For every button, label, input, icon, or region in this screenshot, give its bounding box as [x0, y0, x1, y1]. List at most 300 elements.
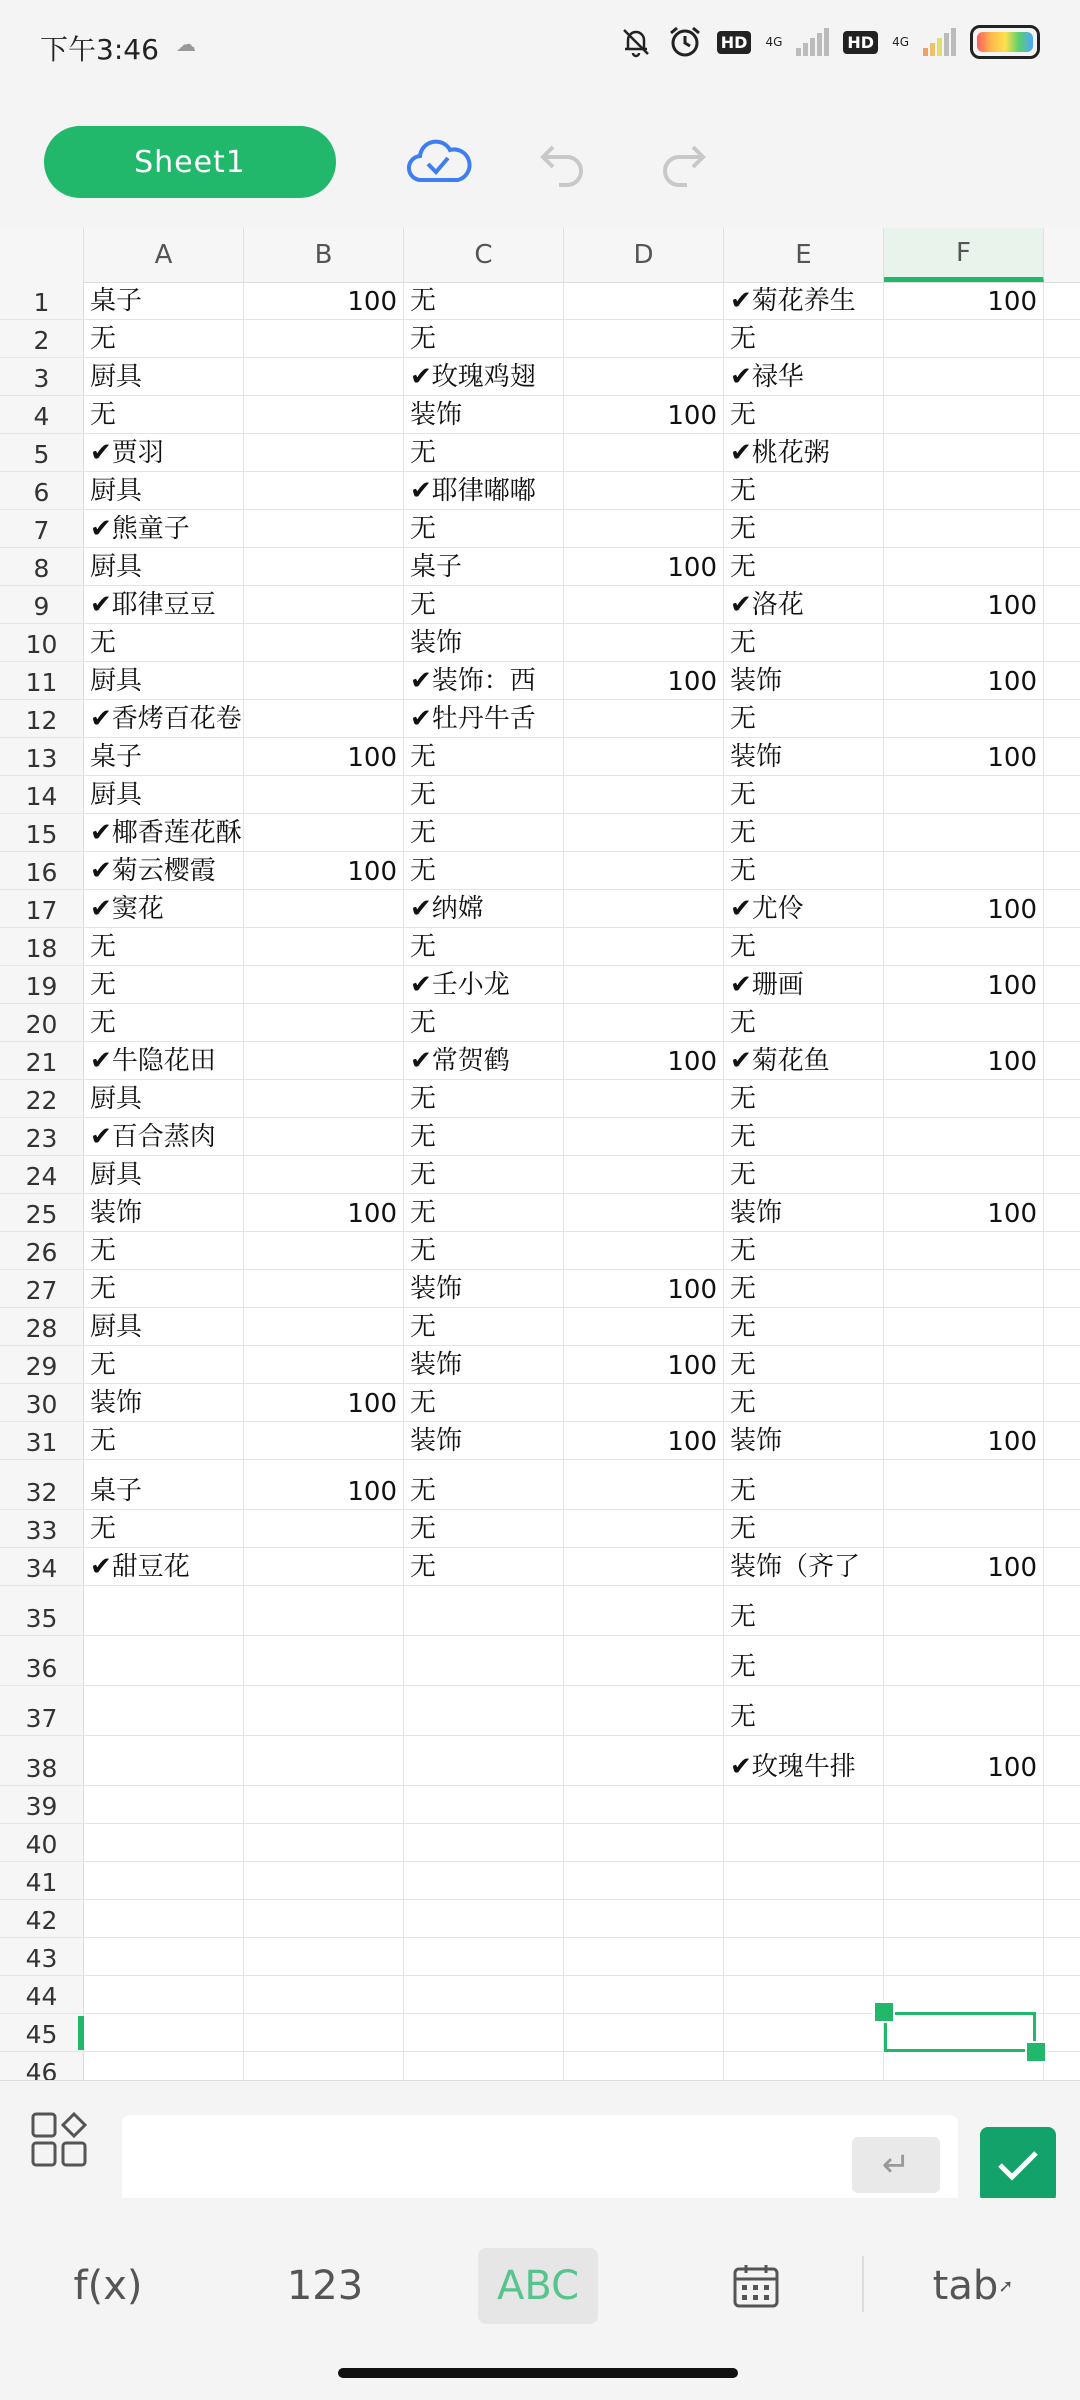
cell-d[interactable] [564, 358, 724, 395]
row-header[interactable]: 35 [0, 1586, 84, 1635]
row-header[interactable]: 45 [0, 2014, 84, 2051]
cell-e[interactable]: 无 [724, 1636, 884, 1685]
cell-a[interactable]: 无 [84, 396, 244, 433]
cell-a[interactable] [84, 1786, 244, 1823]
cell-e[interactable] [724, 1900, 884, 1937]
selected-cell[interactable] [884, 2012, 1036, 2052]
cell-b[interactable] [244, 814, 404, 851]
cell-f[interactable]: 100 [884, 966, 1044, 1003]
cell-d[interactable]: 100 [564, 662, 724, 699]
row-header[interactable]: 10 [0, 624, 84, 661]
cell-c[interactable] [404, 1862, 564, 1899]
row-header[interactable]: 40 [0, 1824, 84, 1861]
corner-cell[interactable] [0, 228, 84, 282]
cell-a[interactable]: 无 [84, 1422, 244, 1459]
cell-a[interactable] [84, 1976, 244, 2013]
cell-a[interactable] [84, 1736, 244, 1785]
cell-e[interactable]: ✔禄华 [724, 358, 884, 395]
row-header[interactable]: 39 [0, 1786, 84, 1823]
row-header[interactable]: 25 [0, 1194, 84, 1231]
cell-d[interactable] [564, 472, 724, 509]
cell-a[interactable]: 厨具 [84, 472, 244, 509]
cell-a[interactable]: 无 [84, 1270, 244, 1307]
cell-c[interactable]: 装饰 [404, 1422, 564, 1459]
cell-f[interactable] [884, 1080, 1044, 1117]
cell-e[interactable]: 无 [724, 776, 884, 813]
cell-f[interactable] [884, 928, 1044, 965]
row-header[interactable]: 37 [0, 1686, 84, 1735]
cell-b[interactable] [244, 890, 404, 927]
cell-d[interactable] [564, 1194, 724, 1231]
cell-d[interactable] [564, 320, 724, 357]
cell-f[interactable]: 100 [884, 1736, 1044, 1785]
cell-a[interactable]: ✔窦花 [84, 890, 244, 927]
row-header[interactable]: 17 [0, 890, 84, 927]
cell-a[interactable]: ✔百合蒸肉 [84, 1118, 244, 1155]
cell-b[interactable] [244, 1156, 404, 1193]
cell-c[interactable]: ✔纳嫦 [404, 890, 564, 927]
row-header[interactable]: 2 [0, 320, 84, 357]
row-header[interactable]: 16 [0, 852, 84, 889]
cell-e[interactable]: 无 [724, 852, 884, 889]
cell-a[interactable]: 无 [84, 320, 244, 357]
cell-f[interactable] [884, 510, 1044, 547]
confirm-button[interactable] [980, 2127, 1056, 2203]
column-header-c[interactable]: C [404, 228, 564, 282]
cell-d[interactable] [564, 1308, 724, 1345]
cell-d[interactable] [564, 1004, 724, 1041]
cell-b[interactable] [244, 1786, 404, 1823]
cell-f[interactable]: 100 [884, 1042, 1044, 1079]
cell-e[interactable]: ✔菊花养生 [724, 282, 884, 319]
cell-f[interactable] [884, 776, 1044, 813]
cell-a[interactable]: 无 [84, 1510, 244, 1547]
cell-a[interactable]: 装饰 [84, 1194, 244, 1231]
cell-d[interactable] [564, 1232, 724, 1269]
cell-f[interactable] [884, 1786, 1044, 1823]
row-header[interactable]: 36 [0, 1636, 84, 1685]
cell-c[interactable] [404, 2052, 564, 2080]
cell-c[interactable]: 无 [404, 1118, 564, 1155]
cell-e[interactable]: 无 [724, 1460, 884, 1509]
abc-mode-button[interactable]: ABC [478, 2248, 598, 2324]
cell-f[interactable] [884, 1232, 1044, 1269]
cell-c[interactable] [404, 1736, 564, 1785]
row-header[interactable]: 12 [0, 700, 84, 737]
cell-a[interactable]: ✔甜豆花 [84, 1548, 244, 1585]
cell-e[interactable]: ✔尤伶 [724, 890, 884, 927]
cell-c[interactable] [404, 1900, 564, 1937]
cell-e[interactable]: 无 [724, 1346, 884, 1383]
row-header[interactable]: 7 [0, 510, 84, 547]
cell-b[interactable] [244, 966, 404, 1003]
undo-icon[interactable] [528, 126, 600, 198]
row-header[interactable]: 41 [0, 1862, 84, 1899]
cell-a[interactable]: 桌子 [84, 1460, 244, 1509]
cell-c[interactable]: ✔牡丹牛舌 [404, 700, 564, 737]
cell-d[interactable] [564, 1686, 724, 1735]
cell-f[interactable] [884, 472, 1044, 509]
cell-a[interactable]: 无 [84, 1346, 244, 1383]
cell-e[interactable]: ✔洛花 [724, 586, 884, 623]
cell-f[interactable] [884, 1118, 1044, 1155]
cell-a[interactable] [84, 1586, 244, 1635]
cell-d[interactable] [564, 1976, 724, 2013]
cell-b[interactable] [244, 1510, 404, 1547]
cell-e[interactable]: ✔珊画 [724, 966, 884, 1003]
cell-b[interactable] [244, 662, 404, 699]
cell-d[interactable] [564, 2052, 724, 2080]
row-header[interactable]: 43 [0, 1938, 84, 1975]
cell-e[interactable] [724, 1976, 884, 2013]
cell-d[interactable] [564, 1080, 724, 1117]
cell-e[interactable]: 无 [724, 1270, 884, 1307]
cell-f[interactable] [884, 434, 1044, 471]
cell-b[interactable] [244, 1824, 404, 1861]
cell-c[interactable]: ✔耶律嘟嘟 [404, 472, 564, 509]
cell-b[interactable] [244, 1270, 404, 1307]
redo-icon[interactable] [646, 126, 718, 198]
row-header[interactable]: 14 [0, 776, 84, 813]
cell-c[interactable]: 无 [404, 1548, 564, 1585]
cell-b[interactable] [244, 472, 404, 509]
cell-b[interactable] [244, 1118, 404, 1155]
cell-b[interactable] [244, 434, 404, 471]
cell-d[interactable] [564, 434, 724, 471]
cell-a[interactable]: 桌子 [84, 282, 244, 319]
cell-e[interactable]: 无 [724, 928, 884, 965]
cell-f[interactable] [884, 1862, 1044, 1899]
cell-a[interactable]: 无 [84, 928, 244, 965]
cell-b[interactable] [244, 1042, 404, 1079]
cell-d[interactable] [564, 814, 724, 851]
cell-a[interactable]: 厨具 [84, 662, 244, 699]
cell-a[interactable]: 无 [84, 966, 244, 1003]
cell-c[interactable]: ✔常贺鹤 [404, 1042, 564, 1079]
cell-c[interactable] [404, 1686, 564, 1735]
cell-f[interactable] [884, 814, 1044, 851]
cell-e[interactable]: 无 [724, 700, 884, 737]
cell-e[interactable]: 无 [724, 814, 884, 851]
sheet-tab[interactable]: Sheet1 [44, 126, 336, 198]
cell-a[interactable] [84, 1686, 244, 1735]
row-header[interactable]: 8 [0, 548, 84, 585]
cell-a[interactable] [84, 1862, 244, 1899]
cell-b[interactable] [244, 358, 404, 395]
cell-f[interactable] [884, 700, 1044, 737]
cell-b[interactable] [244, 1080, 404, 1117]
cell-c[interactable]: 桌子 [404, 548, 564, 585]
cell-b[interactable] [244, 1422, 404, 1459]
row-header[interactable]: 31 [0, 1422, 84, 1459]
cell-a[interactable] [84, 1824, 244, 1861]
cell-c[interactable]: 无 [404, 510, 564, 547]
cell-b[interactable]: 100 [244, 1460, 404, 1509]
cell-a[interactable]: 厨具 [84, 1308, 244, 1345]
tab-mode-button[interactable] [928, 2248, 1018, 2324]
cell-b[interactable]: 100 [244, 738, 404, 775]
cell-c[interactable] [404, 1586, 564, 1635]
cell-c[interactable]: ✔壬小龙 [404, 966, 564, 1003]
cell-e[interactable] [724, 1786, 884, 1823]
cell-a[interactable]: 无 [84, 624, 244, 661]
cell-c[interactable]: 装饰 [404, 624, 564, 661]
cell-c[interactable]: 无 [404, 586, 564, 623]
cell-d[interactable] [564, 1384, 724, 1421]
cell-f[interactable] [884, 548, 1044, 585]
cell-e[interactable] [724, 2014, 884, 2051]
cell-d[interactable] [564, 510, 724, 547]
cell-d[interactable] [564, 1938, 724, 1975]
row-header[interactable]: 9 [0, 586, 84, 623]
row-header[interactable]: 33 [0, 1510, 84, 1547]
cell-e[interactable]: 无 [724, 1080, 884, 1117]
cell-d[interactable] [564, 2014, 724, 2051]
cell-a[interactable]: 厨具 [84, 548, 244, 585]
cell-d[interactable]: 100 [564, 396, 724, 433]
cell-e[interactable]: 装饰 [724, 738, 884, 775]
cell-f[interactable] [884, 1586, 1044, 1635]
cell-a[interactable]: 厨具 [84, 1156, 244, 1193]
cell-f[interactable] [884, 2052, 1044, 2080]
cell-c[interactable]: 无 [404, 1156, 564, 1193]
cell-e[interactable]: 无 [724, 1308, 884, 1345]
cell-f[interactable] [884, 358, 1044, 395]
row-header[interactable]: 29 [0, 1346, 84, 1383]
cell-e[interactable]: ✔菊花鱼 [724, 1042, 884, 1079]
cell-b[interactable] [244, 2052, 404, 2080]
cell-e[interactable]: 无 [724, 1156, 884, 1193]
cell-d[interactable]: 100 [564, 1422, 724, 1459]
cell-d[interactable] [564, 1156, 724, 1193]
cell-c[interactable]: 无 [404, 738, 564, 775]
cell-c[interactable]: 装饰 [404, 396, 564, 433]
cell-e[interactable]: 无 [724, 1586, 884, 1635]
cell-c[interactable]: 装饰 [404, 1346, 564, 1383]
cell-e[interactable]: 无 [724, 1686, 884, 1735]
cell-a[interactable]: ✔香烤百花卷 [84, 700, 244, 737]
cell-d[interactable] [564, 852, 724, 889]
cell-a[interactable]: 无 [84, 1232, 244, 1269]
cell-c[interactable]: 无 [404, 1004, 564, 1041]
cell-d[interactable]: 100 [564, 1270, 724, 1307]
cell-d[interactable] [564, 1118, 724, 1155]
cell-c[interactable] [404, 1938, 564, 1975]
number-mode-button[interactable]: 123 [286, 2263, 364, 2309]
cell-f[interactable] [884, 1510, 1044, 1547]
cell-f[interactable] [884, 320, 1044, 357]
cell-b[interactable] [244, 1976, 404, 2013]
cell-a[interactable]: ✔菊云樱霞 [84, 852, 244, 889]
cell-b[interactable] [244, 1586, 404, 1635]
selection-handle-end[interactable] [1025, 2041, 1047, 2063]
cell-e[interactable]: 无 [724, 396, 884, 433]
cell-a[interactable]: 桌子 [84, 738, 244, 775]
cell-b[interactable] [244, 510, 404, 547]
cell-d[interactable] [564, 1548, 724, 1585]
cell-d[interactable] [564, 1460, 724, 1509]
cell-e[interactable]: 无 [724, 548, 884, 585]
cell-f[interactable] [884, 1976, 1044, 2013]
cell-d[interactable] [564, 586, 724, 623]
cell-b[interactable] [244, 1004, 404, 1041]
cell-b[interactable] [244, 1736, 404, 1785]
cell-a[interactable]: ✔牛隐花田 [84, 1042, 244, 1079]
cell-c[interactable] [404, 1976, 564, 2013]
row-header[interactable]: 3 [0, 358, 84, 395]
cell-c[interactable]: 无 [404, 1232, 564, 1269]
cell-f[interactable]: 100 [884, 662, 1044, 699]
cell-e[interactable]: 装饰（齐了 [724, 1548, 884, 1585]
row-header[interactable]: 22 [0, 1080, 84, 1117]
cell-b[interactable]: 100 [244, 852, 404, 889]
cell-d[interactable]: 100 [564, 1346, 724, 1383]
cell-c[interactable]: ✔装饰：西 [404, 662, 564, 699]
cell-b[interactable] [244, 2014, 404, 2051]
cell-d[interactable] [564, 1636, 724, 1685]
cell-b[interactable] [244, 586, 404, 623]
cell-b[interactable] [244, 1346, 404, 1383]
cell-f[interactable] [884, 1900, 1044, 1937]
cell-d[interactable] [564, 1900, 724, 1937]
cell-b[interactable] [244, 1900, 404, 1937]
row-header[interactable]: 44 [0, 1976, 84, 2013]
home-indicator[interactable] [338, 2368, 738, 2378]
cell-f[interactable] [884, 1636, 1044, 1685]
cell-c[interactable]: 无 [404, 1384, 564, 1421]
cell-d[interactable] [564, 282, 724, 319]
fx-mode-button[interactable]: f(x) [73, 2263, 143, 2309]
row-header[interactable]: 28 [0, 1308, 84, 1345]
cell-f[interactable]: 100 [884, 586, 1044, 623]
cell-d[interactable]: 100 [564, 1042, 724, 1079]
cell-a[interactable]: 厨具 [84, 358, 244, 395]
grid-toggle-icon[interactable] [30, 2111, 88, 2169]
cell-c[interactable]: 无 [404, 1194, 564, 1231]
cell-b[interactable] [244, 1938, 404, 1975]
cell-d[interactable] [564, 624, 724, 661]
cell-d[interactable] [564, 928, 724, 965]
cell-a[interactable]: ✔熊童子 [84, 510, 244, 547]
cell-f[interactable]: 100 [884, 282, 1044, 319]
cell-b[interactable] [244, 396, 404, 433]
cell-b[interactable] [244, 776, 404, 813]
cell-a[interactable]: 厨具 [84, 776, 244, 813]
cell-a[interactable]: ✔耶律豆豆 [84, 586, 244, 623]
cell-e[interactable]: 无 [724, 1118, 884, 1155]
cell-f[interactable] [884, 1460, 1044, 1509]
cell-d[interactable] [564, 1862, 724, 1899]
cell-d[interactable] [564, 890, 724, 927]
cell-d[interactable] [564, 776, 724, 813]
cell-f[interactable]: 100 [884, 1422, 1044, 1459]
cell-b[interactable] [244, 548, 404, 585]
cell-f[interactable] [884, 1346, 1044, 1383]
calendar-mode-button[interactable] [720, 2248, 792, 2324]
cell-f[interactable] [884, 1004, 1044, 1041]
row-header[interactable]: 26 [0, 1232, 84, 1269]
row-header[interactable]: 11 [0, 662, 84, 699]
cell-a[interactable]: 无 [84, 1004, 244, 1041]
cell-f[interactable]: 100 [884, 1194, 1044, 1231]
cell-c[interactable]: 无 [404, 928, 564, 965]
cell-c[interactable]: 无 [404, 1510, 564, 1547]
cell-f[interactable] [884, 1270, 1044, 1307]
cell-e[interactable]: 无 [724, 1510, 884, 1547]
column-header-b[interactable]: B [244, 228, 404, 282]
cloud-sync-icon[interactable] [402, 126, 474, 198]
cell-c[interactable]: 无 [404, 434, 564, 471]
cell-c[interactable]: 无 [404, 776, 564, 813]
row-header[interactable]: 38 [0, 1736, 84, 1785]
cell-e[interactable]: 无 [724, 510, 884, 547]
row-header[interactable]: 24 [0, 1156, 84, 1193]
cell-a[interactable] [84, 1938, 244, 1975]
row-header[interactable]: 19 [0, 966, 84, 1003]
cell-f[interactable] [884, 1308, 1044, 1345]
cell-e[interactable]: 无 [724, 1384, 884, 1421]
cell-f[interactable]: 100 [884, 1548, 1044, 1585]
row-header[interactable]: 4 [0, 396, 84, 433]
cell-a[interactable] [84, 1636, 244, 1685]
cell-f[interactable] [884, 852, 1044, 889]
cell-b[interactable] [244, 1862, 404, 1899]
row-header[interactable]: 46 [0, 2052, 84, 2080]
cell-e[interactable]: 无 [724, 1232, 884, 1269]
cell-f[interactable] [884, 396, 1044, 433]
cell-c[interactable]: 无 [404, 1080, 564, 1117]
row-header[interactable]: 13 [0, 738, 84, 775]
row-header[interactable]: 42 [0, 1900, 84, 1937]
cell-d[interactable] [564, 1586, 724, 1635]
cell-d[interactable] [564, 1510, 724, 1547]
cell-c[interactable] [404, 1636, 564, 1685]
row-header[interactable]: 30 [0, 1384, 84, 1421]
cell-b[interactable] [244, 1308, 404, 1345]
cell-e[interactable]: 无 [724, 1004, 884, 1041]
cell-d[interactable] [564, 738, 724, 775]
row-header[interactable]: 18 [0, 928, 84, 965]
cell-c[interactable] [404, 1824, 564, 1861]
row-header[interactable]: 20 [0, 1004, 84, 1041]
cell-e[interactable]: ✔桃花粥 [724, 434, 884, 471]
cell-b[interactable] [244, 928, 404, 965]
row-header[interactable]: 32 [0, 1460, 84, 1509]
cell-e[interactable]: 装饰 [724, 1422, 884, 1459]
column-header-a[interactable]: A [84, 228, 244, 282]
cell-e[interactable] [724, 1862, 884, 1899]
cell-c[interactable] [404, 2014, 564, 2051]
cell-e[interactable]: 无 [724, 320, 884, 357]
cell-e[interactable] [724, 1824, 884, 1861]
cell-e[interactable]: 装饰 [724, 662, 884, 699]
cell-f[interactable]: 100 [884, 738, 1044, 775]
cell-a[interactable] [84, 2014, 244, 2051]
column-header-f[interactable]: F [884, 228, 1044, 282]
row-header[interactable]: 15 [0, 814, 84, 851]
column-header-d[interactable]: D [564, 228, 724, 282]
cell-f[interactable] [884, 624, 1044, 661]
spreadsheet-grid[interactable] [0, 228, 1080, 2080]
cell-f[interactable]: 100 [884, 890, 1044, 927]
cell-a[interactable]: 装饰 [84, 1384, 244, 1421]
cell-c[interactable]: 无 [404, 282, 564, 319]
cell-d[interactable] [564, 700, 724, 737]
formula-input[interactable] [122, 2115, 958, 2211]
cell-d[interactable] [564, 1824, 724, 1861]
cell-e[interactable] [724, 2052, 884, 2080]
row-header[interactable]: 34 [0, 1548, 84, 1585]
